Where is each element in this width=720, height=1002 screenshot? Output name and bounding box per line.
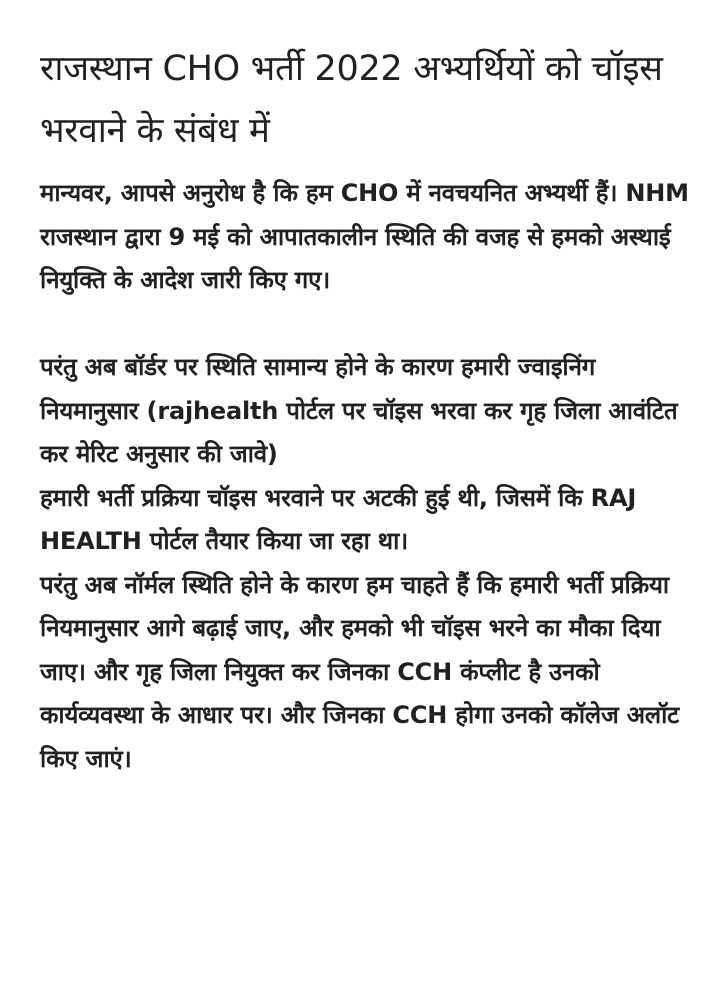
page-title: राजस्थान CHO भर्ती 2022 अभ्यर्थियों को चॉइस भरवाने के संबंध में xyxy=(40,49,663,151)
paragraph-process-stuck: हमारी भर्ती प्रक्रिया चॉइस भरवाने पर अटकी हुई थी, जिसमें कि RAJ HEALTH पोर्टल तैयार किया जा रहा था। xyxy=(40,483,637,555)
paragraph-request: मान्यवर, आपसे अनुरोध है कि हम CHO में नवचयनित अभ्यर्थी हैं। NHM राजस्थान द्वारा 9 मई को आपातकालीन स्थिति की वजह से हमको अस्थाई नियुक्ति के आदेश जारी किए गए। xyxy=(40,179,689,294)
paragraph-gap xyxy=(40,303,698,347)
paragraph-demand: परंतु अब नॉर्मल स्थिति होने के कारण हम चाहते हैं कि हमारी भर्ती प्रक्रिया नियमानुसार आगे बढ़ाई जाए, और हमको भी चॉइस भरने का मौका दिया जाए। और गृह जिला नियुक्त कर जिनका CCH कंप्लीट है उनको कार्यव्यवस्था के आधार पर। और जिनका CCH होगा उनको कॉलेज अलॉट किए जाएं। xyxy=(40,570,680,773)
paragraph-joining: परंतु अब बॉर्डर पर स्थिति सामान्य होने के कारण हमारी ज्वाइनिंग नियमानुसार (rajhealth पोर्टल पर चॉइस भरवा कर गृह जिला आवंटित कर मेरिट अनुसार की जावे) xyxy=(40,353,678,468)
article-body xyxy=(40,172,698,781)
